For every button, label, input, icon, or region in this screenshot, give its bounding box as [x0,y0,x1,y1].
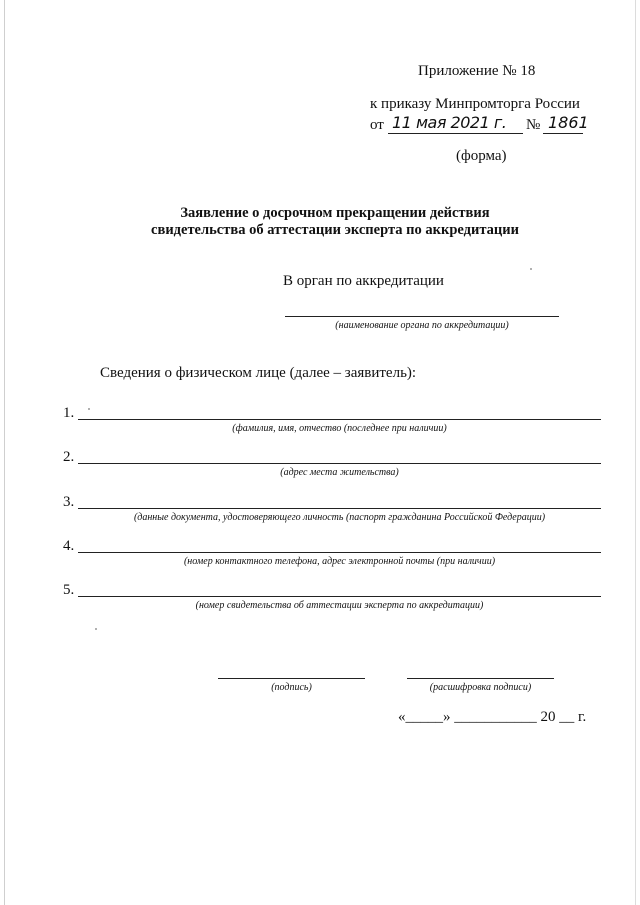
recipient-caption: (наименование органа по аккредитации) [335,320,509,331]
date-underline [388,133,523,134]
order-reference: к приказу Минпромторга России [370,96,580,112]
number-underline [543,133,583,134]
recipient-label: В орган по аккредитации [283,273,444,289]
field-number: 1. [63,405,75,421]
date-year-suffix: г. [578,709,587,725]
document-title-line2: свидетельства об аттестации эксперта по аккредитации [151,222,519,238]
document-title-line1: Заявление о досрочном прекращении действия [180,205,490,221]
field-caption-address: (адрес места жительства) [280,467,399,478]
date-open-quote: « [398,709,406,725]
handwritten-number: 1861 [548,113,589,132]
date-year-blank: __ [559,709,575,725]
field-number: 5. [63,582,75,598]
field-caption-certificate-number: (номер свидетельства об аттестации эксперта по аккредитации) [195,600,484,611]
handwritten-date: 11 мая 2021 г. [392,113,507,132]
date-day-blank: _____ [405,709,443,725]
field-line-full-name[interactable] [78,419,601,420]
scan-speck [88,408,90,410]
date-close-quote: » [443,709,451,725]
applicant-intro: Сведения о физическом лице (далее – заявитель): [100,365,417,381]
field-line-address[interactable] [78,463,601,464]
field-caption-id-document: (данные документа, удостоверяющего личность (паспорт гражданина Российской Федерации) [133,512,546,523]
signature-line[interactable] [218,678,365,679]
field-number: 4. [63,538,75,554]
date-year-prefix: 20 [540,709,556,725]
from-prefix: от [370,117,384,133]
field-caption-contacts: (номер контактного телефона, адрес электронной почты (при наличии) [183,556,496,567]
appendix-label: Приложение № 18 [418,63,536,79]
field-number: 3. [63,494,75,510]
signature-decode-line[interactable] [407,678,554,679]
field-line-id-document[interactable] [78,508,601,509]
recipient-line [285,316,559,317]
form-label: (форма) [456,148,507,164]
scan-edge-right [635,0,636,905]
field-line-certificate-number[interactable] [78,596,601,597]
scan-edge-left [4,0,5,905]
signature-caption: (подпись) [271,682,312,693]
field-caption-full-name: (фамилия, имя, отчество (последнее при наличии) [232,423,447,434]
signature-decode-caption: (расшифровка подписи) [429,682,532,693]
scan-speck [95,628,97,630]
number-prefix: № [526,117,541,133]
scan-speck [530,268,532,270]
date-fill-line[interactable] [398,709,586,726]
date-month-blank: ___________ [454,709,537,725]
field-number: 2. [63,449,75,465]
field-line-contacts[interactable] [78,552,601,553]
